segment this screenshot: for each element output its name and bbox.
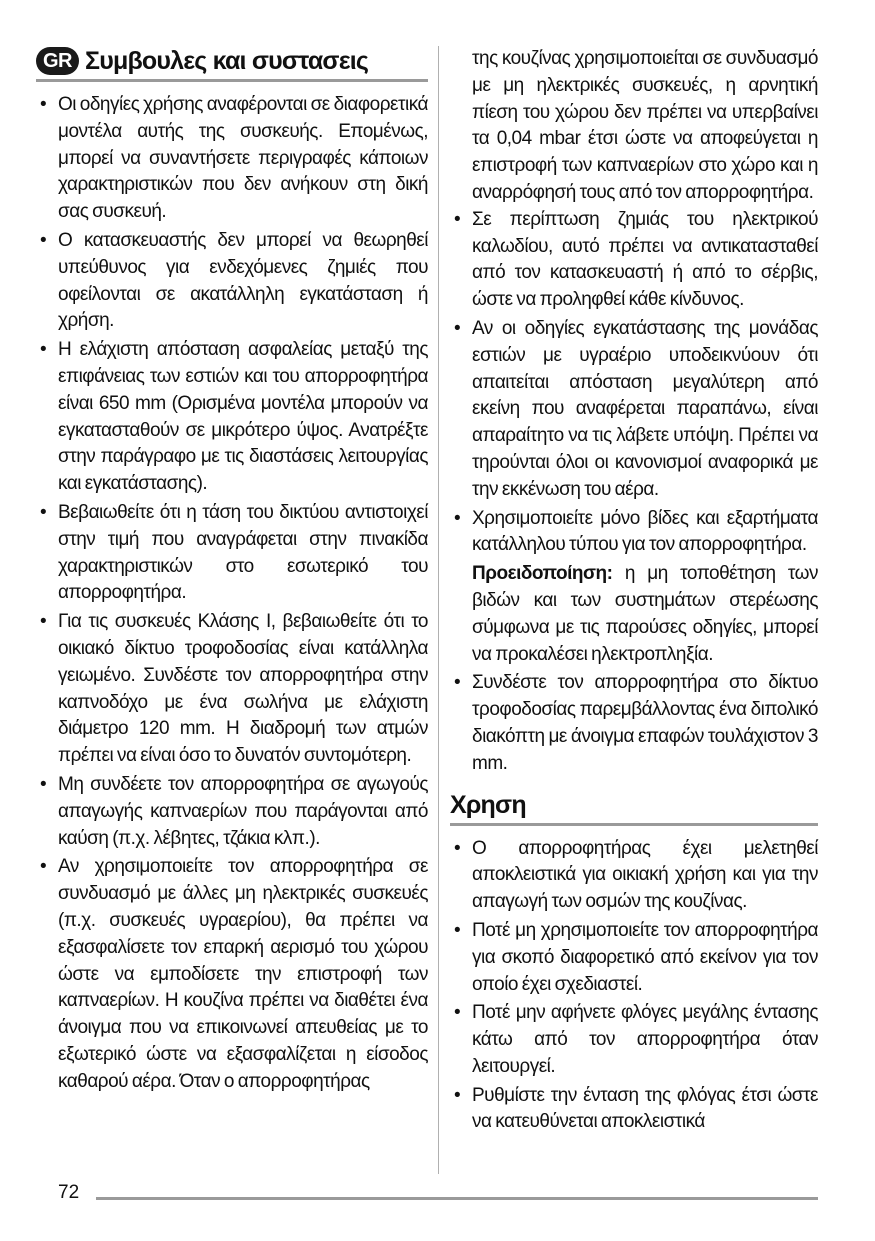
bullet-icon: • bbox=[454, 919, 461, 941]
footer-rule bbox=[96, 1197, 818, 1200]
bullet-icon: • bbox=[40, 94, 47, 115]
bullet-icon: • bbox=[40, 773, 47, 795]
list-item-text: Ποτέ μην αφήνετε φλόγες μεγάλης έντασης κάτω από τον απορροφητήρα όταν λειτουργεί. bbox=[472, 1002, 818, 1077]
list-item-text: Αν οι οδηγίες εγκατάστασης της μονάδας εστιών με υγραέριο υποδεικνύουν ότι απαιτείται απόσταση μεγαλύτερη από εκείνη που αναφέρεται παραπάνω, είναι απαραίτητο να τις λάβετε υπόψη. Πρέπει να τηρούνται όλοι οι κανονισμοί αναφορικά με την εκκένωση του αέρα. bbox=[472, 317, 818, 500]
list-item-text: Βεβαιωθείτε ότι η τάση του δικτύου αντιστοιχεί στην τιμή που αναγράφεται στην πινακίδα χαρακτηριστικών στο εσωτερικό του απορροφητήρα. bbox=[58, 501, 428, 604]
bullet-icon: • bbox=[454, 1084, 461, 1106]
continued-paragraph: της κουζίνας χρησιμοποιείται σε συνδυασμό με μη ηλεκτρικές συσκευές, η αρνητική πίεση του χώρου δεν πρέπει να υπερβαίνει τα 0,04 mbar έτσι ώστε να αποφεύγεται η επιστροφή των καπναερίων στο χώρο και η αναρρόφησή τους από τον απορροφητήρα. bbox=[472, 48, 818, 203]
list-item-text: Ο απορροφητήρας έχει μελετηθεί αποκλειστικά για οικιακή χρήση και για την απαγωγή των οσμών της κουζίνας. bbox=[472, 837, 818, 913]
list-item-text: Για τις συσκευές Κλάσης Ι, βεβαιωθείτε ότι το οικιακό δίκτυο τροφοδοσίας είναι κατάλληλα γειωμένο. Συνδέστε τον απορροφητήρα στην καπνοδόχο με ένα σωλήνα με ελάχιστη διάμετρο 120 mm. Η διαδρομή των ατμών πρέπει να είναι όσο το δυνατόν συντομότερη. bbox=[58, 611, 428, 767]
section-title: Συμβουλες και συστασεις bbox=[85, 47, 369, 75]
bullet-icon: • bbox=[454, 837, 461, 859]
list-item-text: Ποτέ μη χρησιμοποιείτε τον απορροφητήρα για σκοπό διαφορετικό από εκείνον για τον οποίο έχει σχεδιαστεί. bbox=[472, 919, 818, 995]
column-divider bbox=[438, 46, 439, 1174]
list-item bbox=[36, 609, 428, 770]
bullet-icon: • bbox=[40, 339, 47, 361]
list-item-text: Αν χρησιμοποιείτε τον απορροφητήρα σε συνδυασμό με άλλες μη ηλεκτρικές συσκευές (π.χ. συσκευές υγραερίου), θα πρέπει να εξασφαλίσετε τον επαρκή αερισμό του χώρου ώστε να εμποδίσετε την επιστροφή των καπναερίων. Η κουζίνα πρέπει να διαθέτει ένα άνοιγμα που να επικοινωνεί απευθείας με το εξωτερικό ώστε να εξασφαλίζεται η είσοδος καθαρού αέρα. Όταν ο απορροφητήρας bbox=[58, 856, 428, 1092]
list-item bbox=[450, 506, 818, 560]
list-item-text: Χρησιμοποιείτε μόνο βίδες και εξαρτήματα κατάλληλου τύπου για τον απορροφητήρα. bbox=[472, 507, 818, 556]
list-item bbox=[450, 1083, 818, 1137]
warning-label: Προειδοποίηση: bbox=[472, 563, 613, 585]
list-item bbox=[36, 854, 428, 1095]
list-item bbox=[36, 500, 428, 607]
bullet-icon: • bbox=[40, 501, 47, 523]
section-heading-use bbox=[450, 790, 818, 826]
bullet-icon: • bbox=[40, 856, 47, 878]
use-section-title: Χρηση bbox=[450, 790, 526, 819]
tips-list-continued bbox=[450, 207, 818, 559]
list-item-text: Οι οδηγίες χρήσης αναφέρονται σε διαφορετικά μοντέλα αυτής της συσκευής. Επομένως, μπορεί να συναντήσετε περιγραφές κάποιων χαρακτηριστικών που δεν ανήκουν στη δική σας συσκευή. bbox=[58, 94, 428, 223]
tips-list-final bbox=[450, 670, 818, 777]
list-item bbox=[36, 92, 428, 226]
list-item-text: Συνδέστε τον απορροφητήρα στο δίκτυο τροφοδοσίας παρεμβάλλοντας ένα διπολικό διακόπτη με άνοιγμα επαφών τουλάχιστον 3 mm. bbox=[472, 672, 818, 774]
list-item-text: Ο κατασκευαστής δεν μπορεί να θεωρηθεί υπεύθυνος για ενδεχόμενες ζημιές που οφείλονται σε ακατάλληλη εγκατάσταση ή χρήση. bbox=[58, 229, 428, 332]
warning-note bbox=[450, 561, 818, 668]
list-item bbox=[36, 337, 428, 498]
list-item-text: Μη συνδέετε τον απορροφητήρα σε αγωγούς απαγωγής καπναερίων που παράγονται από καύση (π.χ. λέβητες, τζάκια κλπ.). bbox=[58, 773, 428, 849]
list-item-text: Σε περίπτωση ζημιάς του ηλεκτρικού καλωδίου, αυτό πρέπει να αντικατασταθεί από τον κατασκευαστή ή από το σέρβις, ώστε να προληφθεί κάθε κίνδυνος. bbox=[472, 208, 818, 311]
use-list bbox=[450, 836, 818, 1137]
bullet-icon: • bbox=[454, 507, 461, 529]
list-item-text: Η ελάχιστη απόσταση ασφαλείας μεταξύ της επιφάνειας των εστιών και του απορροφητήρα είναι 650 mm (Ορισμένα μοντέλα μπορούν να εγκατασταθούν σε μικρότερο ύψος. Ανατρέξτε στην παράγραφο με τις διαστάσεις λειτουργίας και εγκατάστασης). bbox=[58, 339, 428, 495]
list-item-text: Ρυθμίστε την ένταση της φλόγας έτσι ώστε να κατευθύνεται αποκλειστικά bbox=[472, 1084, 818, 1133]
bullet-icon: • bbox=[454, 672, 461, 694]
list-item bbox=[450, 1000, 818, 1080]
list-item bbox=[36, 228, 428, 335]
list-item bbox=[450, 316, 818, 504]
section-heading-tips bbox=[36, 46, 428, 82]
tips-list bbox=[36, 92, 428, 1095]
right-column bbox=[450, 46, 818, 1138]
bullet-icon: • bbox=[454, 317, 461, 339]
list-item bbox=[450, 836, 818, 916]
warning-text: η μη τοποθέτηση των βιδών και των συστημάτων στερέωσης σύμφωνα με τις παρούσες οδηγίες, μπορεί να προκαλέσει ηλεκτροπληξία. bbox=[472, 563, 818, 665]
list-item bbox=[450, 918, 818, 998]
left-column bbox=[36, 46, 428, 1097]
bullet-icon: • bbox=[40, 229, 47, 251]
page-number: 72 bbox=[58, 1182, 80, 1203]
bullet-icon: • bbox=[454, 208, 461, 230]
bullet-icon: • bbox=[40, 611, 47, 633]
list-item bbox=[450, 207, 818, 314]
bullet-icon: • bbox=[454, 1002, 461, 1024]
list-item bbox=[450, 670, 818, 777]
list-item bbox=[36, 772, 428, 852]
language-badge: GR bbox=[36, 47, 79, 75]
